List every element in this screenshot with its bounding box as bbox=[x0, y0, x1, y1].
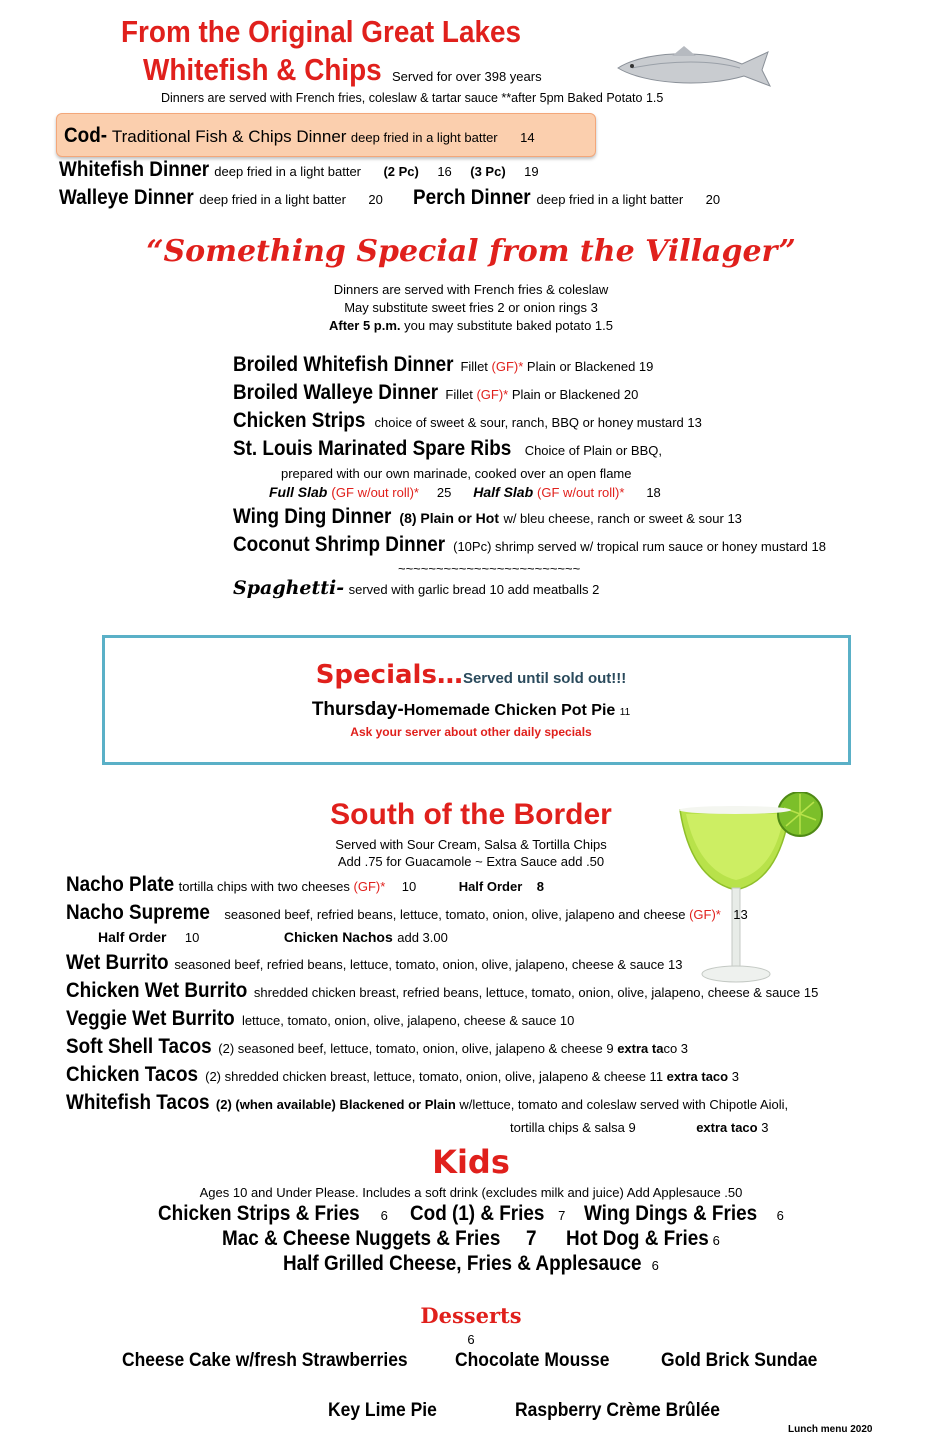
broiled-walleye-gf: (GF)* bbox=[476, 387, 509, 402]
specials-day: Thursday- bbox=[311, 699, 404, 720]
coconut-shrimp-desc: (10Pc) shrimp served w/ tropical rum sauce or honey mustard 18 bbox=[453, 539, 826, 554]
specials-title: Specials… bbox=[315, 660, 463, 690]
whitefish-tacos-desc: w/lettuce, tomato and coleslaw served with Chipotle Aioli, bbox=[455, 1097, 789, 1112]
cod-dinner-line bbox=[64, 124, 535, 148]
kids-title: Kids bbox=[432, 1143, 510, 1181]
kids-hot-dog-price: 6 bbox=[712, 1233, 720, 1248]
whitefish-tacos-name: Whitefish Tacos bbox=[66, 1091, 210, 1114]
kids-mac-cheese: Mac & Cheese Nuggets & Fries bbox=[222, 1227, 501, 1250]
half-slab: Half Slab bbox=[473, 484, 534, 500]
soft-tacos-name: Soft Shell Tacos bbox=[66, 1035, 212, 1058]
villager-note3-rest: you may substitute baked potato 1.5 bbox=[400, 318, 613, 333]
menu-title-line2-row bbox=[143, 52, 408, 88]
broiled-whitefish-name: Broiled Whitefish Dinner bbox=[233, 353, 454, 376]
nacho-supreme-desc: seasoned beef, refried beans, lettuce, tomato, onion, olive, jalapeno and cheese bbox=[224, 907, 690, 922]
wing-ding-desc: w/ bleu cheese, ranch or sweet & sour 13 bbox=[503, 511, 742, 526]
walleye-dinner-price: 20 bbox=[368, 192, 383, 207]
desserts-title: Desserts bbox=[420, 1303, 522, 1328]
wet-burrito-name: Wet Burrito bbox=[66, 951, 169, 974]
border-title: South of the Border bbox=[330, 798, 612, 831]
nacho-plate-half-price: 8 bbox=[536, 879, 544, 894]
chicken-tacos-desc: (2) shredded chicken breast, lettuce, tomato, onion, olive, jalapeno & cheese 11 bbox=[205, 1069, 667, 1084]
full-slab: Full Slab bbox=[269, 484, 328, 500]
full-slab-paren: ( bbox=[331, 484, 336, 500]
chicken-strips-desc: choice of sweet & sour, ranch, BBQ or honey mustard 13 bbox=[374, 415, 702, 430]
broiled-walleye-name: Broiled Walleye Dinner bbox=[233, 381, 439, 404]
wet-burrito-line bbox=[66, 951, 682, 975]
veggie-wet-burrito-desc: lettuce, tomato, onion, olive, jalapeno, cheese & sauce 10 bbox=[241, 1013, 575, 1028]
menu-title-line2: Whitefish & Chips bbox=[143, 52, 382, 87]
kids-cod-price: 7 bbox=[558, 1208, 566, 1223]
soft-tacos-line bbox=[66, 1035, 688, 1059]
chicken-tacos-line bbox=[66, 1063, 739, 1087]
margarita-illustration bbox=[672, 792, 832, 992]
wing-ding-bold: (8) Plain or Hot bbox=[399, 510, 499, 526]
nacho-plate-line bbox=[66, 873, 544, 897]
full-slab-price: 25 bbox=[436, 485, 452, 500]
nacho-supreme-gf: (GF)* bbox=[689, 907, 721, 922]
nacho-plate-name: Nacho Plate bbox=[66, 873, 175, 896]
broiled-whitefish-fillet: Fillet bbox=[460, 359, 492, 374]
nacho-plate-gf: (GF)* bbox=[353, 879, 386, 894]
desserts-price: 6 bbox=[467, 1332, 475, 1347]
spare-ribs-name: St. Louis Marinated Spare Ribs bbox=[233, 437, 512, 460]
chicken-nachos-name: Chicken Nachos bbox=[283, 929, 393, 945]
veggie-wet-burrito-line bbox=[66, 1007, 574, 1031]
villager-note3-bold: After 5 p.m. bbox=[329, 318, 401, 333]
specials-item: Homemade Chicken Pot Pie bbox=[403, 702, 616, 719]
supreme-half-line bbox=[98, 929, 448, 947]
dessert-creme-brulee: Raspberry Crème Brûlée bbox=[515, 1400, 721, 1421]
broiled-whitefish-line bbox=[233, 353, 653, 377]
slab-line bbox=[269, 484, 661, 500]
tilde-divider: ~~~~~~~~~~~~~~~~~~~~~~~~ bbox=[398, 561, 581, 576]
broiled-walleye-fillet: Fillet bbox=[445, 387, 477, 402]
cod-name: Cod- bbox=[64, 124, 108, 147]
walleye-dinner-name: Walleye Dinner bbox=[59, 186, 194, 209]
whitefish-dinner-desc: deep fried in a light batter bbox=[214, 164, 362, 179]
specials-price: 11 bbox=[619, 707, 631, 718]
perch-dinner-price: 20 bbox=[705, 192, 721, 207]
kids-mac-cheese-price: 7 bbox=[525, 1227, 537, 1250]
kids-row2 bbox=[0, 1227, 942, 1251]
kids-note: Ages 10 and Under Please. Includes a soft drink (excludes milk and juice) Add Applesauce .50 bbox=[199, 1185, 743, 1200]
nacho-supreme-price: 13 bbox=[733, 907, 748, 922]
whitefish-tacos-extra: 3 bbox=[757, 1120, 769, 1135]
dessert-cheesecake: Cheese Cake w/fresh Strawberries bbox=[122, 1350, 408, 1371]
spare-ribs-note: prepared with our own marinade, cooked over an open flame bbox=[281, 466, 632, 481]
chicken-strips-name: Chicken Strips bbox=[233, 409, 366, 432]
walleye-dinner-desc: deep fried in a light batter bbox=[199, 192, 346, 207]
dinners-note: Dinners are served with French fries, coleslaw & tartar sauce **after 5pm Baked Potato 1.5 bbox=[161, 91, 664, 105]
spare-ribs-desc: Choice of Plain or BBQ, bbox=[524, 443, 662, 458]
half-slab-price: 18 bbox=[646, 485, 661, 500]
whitefish-tacos-line2 bbox=[510, 1119, 768, 1137]
kids-grilled-cheese: Half Grilled Cheese, Fries & Applesauce bbox=[283, 1252, 642, 1275]
spaghetti-desc: served with garlic bread 10 add meatballs 2 bbox=[348, 582, 600, 597]
whitefish-tacos-bold: (2) (when available) Blackened or Plain bbox=[215, 1097, 456, 1112]
broiled-walleye-line bbox=[233, 381, 638, 405]
chicken-wet-burrito-line bbox=[66, 979, 818, 1003]
soft-tacos-extra-ta: extra ta bbox=[617, 1041, 664, 1056]
villager-title: “Something Special from the Villager” bbox=[146, 234, 796, 269]
cod-price: 14 bbox=[520, 130, 535, 145]
dessert-chocolate-mousse: Chocolate Mousse bbox=[455, 1350, 610, 1371]
chicken-tacos-name: Chicken Tacos bbox=[66, 1063, 199, 1086]
villager-note3 bbox=[0, 318, 942, 333]
whitefish-dinner-line bbox=[59, 158, 539, 182]
kids-row1 bbox=[0, 1202, 942, 1226]
spaghetti-line bbox=[233, 577, 599, 599]
chicken-strips-line bbox=[233, 409, 702, 433]
spaghetti-name: Spaghetti- bbox=[233, 577, 345, 599]
kids-chicken-strips-price: 6 bbox=[380, 1208, 388, 1223]
chicken-nachos-add: add 3.00 bbox=[397, 930, 448, 945]
villager-note1: Dinners are served with French fries & coleslaw bbox=[333, 282, 609, 297]
wing-ding-line bbox=[233, 505, 742, 529]
nacho-plate-price: 10 bbox=[401, 879, 417, 894]
kids-wing-dings-price: 6 bbox=[776, 1208, 784, 1223]
supreme-half-price: 10 bbox=[184, 930, 200, 945]
broiled-whitefish-gf: (GF)* bbox=[491, 359, 524, 374]
cod-title: Traditional Fish & Chips Dinner bbox=[111, 127, 347, 146]
chicken-wet-burrito-desc: shredded chicken breast, refried beans, lettuce, tomato, onion, olive, jalapeno, cheese & sauce 15 bbox=[253, 985, 819, 1000]
broiled-walleye-style: Plain or Blackened 20 bbox=[508, 387, 639, 402]
dessert-gold-brick-sundae: Gold Brick Sundae bbox=[661, 1350, 818, 1371]
walleye-perch-line bbox=[59, 186, 720, 210]
whitefish-dinner-name: Whitefish Dinner bbox=[59, 158, 210, 181]
footer-lunch-menu: Lunch menu 2020 bbox=[788, 1424, 873, 1435]
whitefish-tacos-line bbox=[66, 1091, 788, 1115]
spare-ribs-line bbox=[233, 437, 662, 461]
cod-desc: deep fried in a light batter bbox=[350, 130, 498, 145]
whitefish-tacos-chips: tortilla chips & salsa 9 bbox=[510, 1120, 636, 1135]
villager-note2: May substitute sweet fries 2 or onion rings 3 bbox=[344, 300, 598, 315]
nacho-supreme-line bbox=[66, 901, 748, 925]
half-slab-gf: (GF w/out roll)* bbox=[537, 485, 625, 500]
served-note: Served for over 398 years bbox=[392, 69, 542, 84]
soft-tacos-desc: (2) seasoned beef, lettuce, tomato, onion, olive, jalapeno & cheese 9 bbox=[218, 1041, 618, 1056]
veggie-wet-burrito-name: Veggie Wet Burrito bbox=[66, 1007, 235, 1030]
coconut-shrimp-line bbox=[233, 533, 826, 557]
whitefish-illustration bbox=[612, 38, 772, 94]
specials-heading bbox=[0, 660, 942, 690]
wet-burrito-desc: seasoned beef, refried beans, lettuce, tomato, onion, olive, jalapeno, cheese & sauce 13 bbox=[174, 957, 683, 972]
specials-subtitle: Served until sold out!!! bbox=[462, 670, 627, 687]
chicken-tacos-extra-taco: extra taco bbox=[666, 1069, 729, 1084]
border-note1: Served with Sour Cream, Salsa & Tortilla Chips bbox=[335, 837, 607, 852]
whitefish-2pc-price: 16 bbox=[437, 164, 452, 179]
kids-row3 bbox=[0, 1252, 942, 1276]
whitefish-tacos-extra-taco: extra taco bbox=[696, 1120, 758, 1135]
kids-cod: Cod (1) & Fries bbox=[410, 1202, 545, 1225]
full-slab-gf: GF w/out roll)* bbox=[335, 485, 419, 500]
perch-dinner-name: Perch Dinner bbox=[413, 186, 531, 209]
specials-ask: Ask your server about other daily specials bbox=[350, 725, 592, 739]
nacho-plate-half-order: Half Order bbox=[458, 879, 523, 894]
coconut-shrimp-name: Coconut Shrimp Dinner bbox=[233, 533, 446, 556]
dessert-key-lime-pie: Key Lime Pie bbox=[328, 1400, 437, 1421]
border-note2: Add .75 for Guacamole ~ Extra Sauce add .50 bbox=[337, 854, 605, 869]
whitefish-3pc-price: 19 bbox=[524, 164, 539, 179]
specials-item-line bbox=[0, 699, 942, 721]
whitefish-2pc: (2 Pc) bbox=[383, 164, 419, 179]
kids-wing-dings: Wing Dings & Fries bbox=[583, 1202, 757, 1225]
kids-grilled-cheese-price: 6 bbox=[651, 1258, 659, 1273]
whitefish-3pc: (3 Pc) bbox=[470, 164, 506, 179]
nacho-plate-desc: tortilla chips with two cheeses bbox=[178, 879, 354, 894]
broiled-whitefish-style: Plain or Blackened 19 bbox=[523, 359, 654, 374]
menu-title-line1: From the Original Great Lakes bbox=[121, 14, 522, 49]
perch-dinner-desc: deep fried in a light batter bbox=[536, 192, 684, 207]
chicken-wet-burrito-name: Chicken Wet Burrito bbox=[66, 979, 248, 1002]
kids-hot-dog: Hot Dog & Fries bbox=[565, 1227, 709, 1250]
supreme-half-order: Half Order bbox=[98, 929, 167, 945]
chicken-tacos-extra: 3 bbox=[728, 1069, 739, 1084]
soft-tacos-extra: co 3 bbox=[663, 1041, 689, 1056]
nacho-supreme-name: Nacho Supreme bbox=[66, 901, 210, 924]
wing-ding-name: Wing Ding Dinner bbox=[233, 505, 392, 528]
kids-chicken-strips: Chicken Strips & Fries bbox=[158, 1202, 360, 1225]
